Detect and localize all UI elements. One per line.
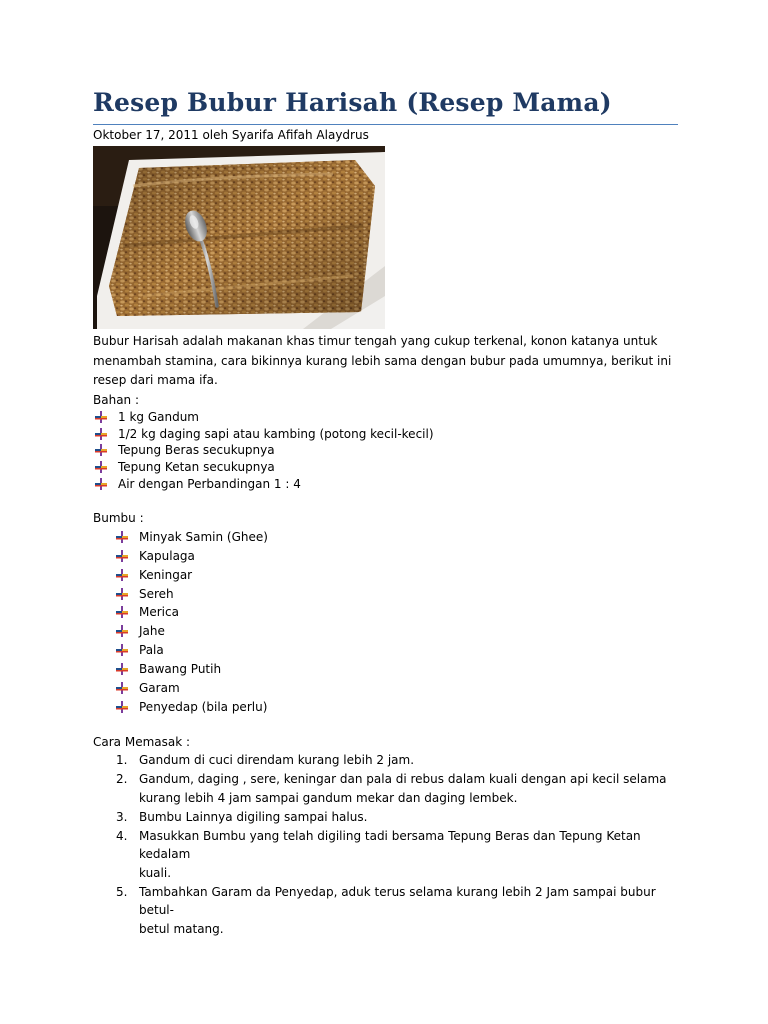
list-item xyxy=(93,527,678,546)
step-number: 2. xyxy=(116,772,128,787)
pushpin-cross-bullet-icon xyxy=(116,701,128,713)
list-item xyxy=(93,476,678,493)
list-item-text: Air dengan Perbandingan 1 : 4 xyxy=(118,477,301,492)
step-item xyxy=(93,770,678,807)
list-item-text: Tepung Beras secukupnya xyxy=(118,443,275,458)
list-item-text: Pala xyxy=(139,643,164,658)
step-line: Gandum, daging , sere, keningar dan pala di rebus dalam kuali dengan api kecil selama xyxy=(139,772,667,787)
pushpin-cross-bullet-icon xyxy=(95,478,107,490)
pushpin-cross-bullet-icon xyxy=(116,606,128,618)
list-item-text: Garam xyxy=(139,681,180,696)
list-item-text: Jahe xyxy=(139,624,165,639)
intro-line: menambah stamina, cara bikinnya kurang lebih sama dengan bubur pada umumnya, berikut ini xyxy=(93,353,672,368)
list-item xyxy=(93,622,678,641)
list-item xyxy=(93,546,678,565)
step-line: Gandum di cuci direndam kurang lebih 2 jam. xyxy=(139,753,415,768)
pushpin-cross-bullet-icon xyxy=(116,644,128,656)
bumbu-list xyxy=(93,527,678,716)
bahan-label: Bahan : xyxy=(93,392,140,407)
list-item xyxy=(93,660,678,679)
pushpin-cross-bullet-icon xyxy=(95,444,107,456)
pushpin-cross-bullet-icon xyxy=(95,411,107,423)
spacer xyxy=(93,716,678,733)
list-item xyxy=(93,584,678,603)
document-page xyxy=(93,86,678,939)
page-title: Resep Bubur Harisah (Resep Mama) xyxy=(93,86,678,125)
step-line: kuali. xyxy=(139,865,172,880)
list-item xyxy=(93,641,678,660)
step-item xyxy=(93,808,678,827)
bubur-harisah-photo xyxy=(93,146,385,329)
step-number: 1. xyxy=(116,753,128,768)
list-item-text: Bawang Putih xyxy=(139,662,222,677)
step-line: kurang lebih 4 jam sampai gandum mekar dan daging lembek. xyxy=(139,790,518,805)
list-item xyxy=(93,459,678,476)
pushpin-cross-bullet-icon xyxy=(116,682,128,694)
step-item xyxy=(93,827,678,883)
steps-list xyxy=(93,751,678,938)
list-item xyxy=(93,698,678,717)
step-item xyxy=(93,883,678,939)
pushpin-cross-bullet-icon xyxy=(116,569,128,581)
intro-line: resep dari mama ifa. xyxy=(93,373,218,387)
step-line: Tambahkan Garam da Penyedap, aduk terus selama kurang lebih 2 Jam sampai bubur betul- xyxy=(139,884,656,918)
list-item-text: Tepung Ketan secukupnya xyxy=(118,460,275,475)
step-line: Bumbu Lainnya digiling sampai halus. xyxy=(139,809,368,824)
list-item-text: Minyak Samin (Ghee) xyxy=(139,529,268,544)
list-item xyxy=(93,679,678,698)
step-line: betul matang. xyxy=(139,921,224,936)
cara-label: Cara Memasak : xyxy=(93,735,191,750)
pushpin-cross-bullet-icon xyxy=(95,461,107,473)
list-item xyxy=(93,425,678,442)
intro-line: Bubur Harisah adalah makanan khas timur tengah yang cukup terkenal, konon katanya untuk xyxy=(93,334,658,348)
list-item xyxy=(93,409,678,426)
list-item xyxy=(93,603,678,622)
list-item-text: Sereh xyxy=(139,586,174,601)
pushpin-cross-bullet-icon xyxy=(116,625,128,637)
bahan-list xyxy=(93,409,678,493)
spacer xyxy=(93,492,678,509)
pushpin-cross-bullet-icon xyxy=(116,588,128,600)
intro-paragraph xyxy=(93,332,678,391)
pushpin-cross-bullet-icon xyxy=(95,428,107,440)
list-item xyxy=(93,565,678,584)
list-item-text: 1 kg Gandum xyxy=(118,409,199,424)
step-item xyxy=(93,751,678,770)
post-meta: Oktober 17, 2011 oleh Syarifa Afifah Alaydrus xyxy=(93,128,369,142)
step-number: 5. xyxy=(116,884,128,899)
list-item-text: Keningar xyxy=(139,567,193,582)
step-number: 4. xyxy=(116,828,128,843)
pushpin-cross-bullet-icon xyxy=(116,531,128,543)
list-item-text: Merica xyxy=(139,605,179,620)
step-line: Masukkan Bumbu yang telah digiling tadi bersama Tepung Beras dan Tepung Ketan kedalam xyxy=(139,828,641,862)
bumbu-label: Bumbu : xyxy=(93,511,144,526)
list-item xyxy=(93,442,678,459)
list-item-text: 1/2 kg daging sapi atau kambing (potong kecil-kecil) xyxy=(118,426,434,441)
pushpin-cross-bullet-icon xyxy=(116,550,128,562)
step-number: 3. xyxy=(116,809,128,824)
pushpin-cross-bullet-icon xyxy=(116,663,128,675)
list-item-text: Penyedap (bila perlu) xyxy=(139,699,268,714)
list-item-text: Kapulaga xyxy=(139,548,195,563)
